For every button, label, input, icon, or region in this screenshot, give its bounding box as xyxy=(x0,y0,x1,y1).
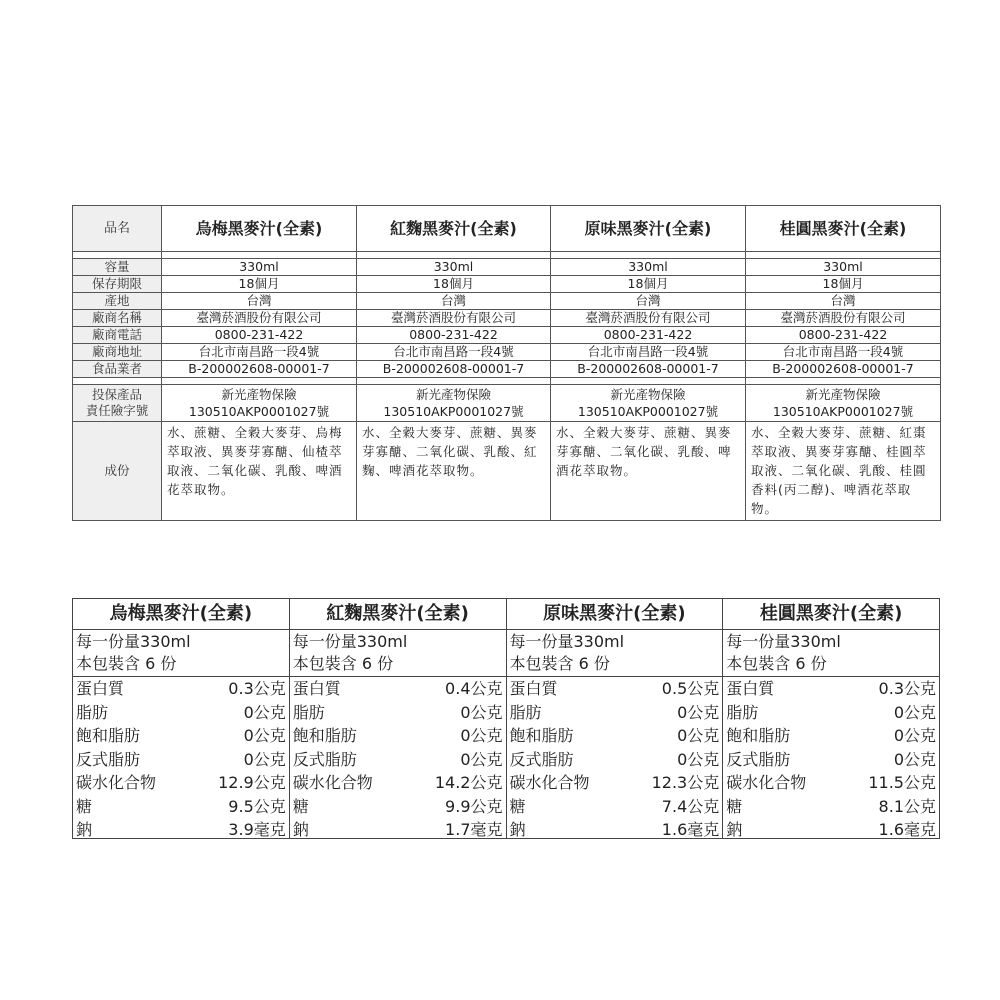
spec-phone: 0800-231-422 xyxy=(357,327,551,344)
nutrient-row xyxy=(726,724,936,748)
nutrient-row xyxy=(510,795,720,819)
spec-shelf-life: 18個月 xyxy=(162,276,357,293)
nutrient-row xyxy=(293,701,503,725)
spec-origin: 台灣 xyxy=(162,293,357,310)
nutrient-value: 0公克 xyxy=(677,749,720,769)
nutrient-value: 0公克 xyxy=(893,749,936,769)
spec-row-origin xyxy=(73,293,941,310)
nutrient-label: 糖 xyxy=(509,796,526,816)
nutrient-value: 9.9公克 xyxy=(445,796,503,816)
spec-product-name: 紅麴黑麥汁(全素) xyxy=(357,206,551,252)
nutrient-label: 飽和脂肪 xyxy=(726,726,791,745)
spec-manufacturer: 臺灣菸酒股份有限公司 xyxy=(357,310,551,327)
spec-row-food-business xyxy=(73,361,941,378)
spec-label-ingredients: 成份 xyxy=(73,422,162,521)
nutrient-value: 1.7毫克 xyxy=(445,820,503,839)
spec-insurance xyxy=(746,385,941,422)
spec-label-food-business: 食品業者 xyxy=(73,361,162,378)
nutrient-row xyxy=(726,677,936,701)
spec-insurer: 新光產物保險 xyxy=(805,387,881,402)
spec-origin: 台灣 xyxy=(746,293,941,310)
nutrient-value: 12.9公克 xyxy=(218,773,286,792)
spec-spacer xyxy=(73,378,941,385)
spec-address: 台北市南昌路一段4號 xyxy=(746,344,941,361)
nutrient-value: 3.9毫克 xyxy=(228,820,286,839)
spec-food-business: B-200002608-00001-7 xyxy=(551,361,746,378)
nutrient-row xyxy=(293,677,503,701)
spec-row-address xyxy=(73,344,941,361)
nutrient-label: 蛋白質 xyxy=(76,679,125,698)
serving-size: 每一份量330ml xyxy=(76,632,191,651)
spec-label-address: 廠商地址 xyxy=(73,344,162,361)
servings-per-package: 本包裝含 6 份 xyxy=(509,654,610,673)
nutrient-value: 1.6毫克 xyxy=(661,820,720,839)
spec-row-product-name xyxy=(73,206,941,252)
spec-origin: 台灣 xyxy=(551,293,746,310)
product-spec-table xyxy=(72,205,941,521)
spec-insurance xyxy=(357,385,551,422)
servings-per-package: 本包裝含 6 份 xyxy=(292,654,394,673)
spec-insurance xyxy=(162,385,357,422)
nutrient-value: 14.2公克 xyxy=(434,773,503,792)
nutrient-row xyxy=(76,818,286,842)
spec-phone: 0800-231-422 xyxy=(551,327,746,344)
nutrient-row xyxy=(726,818,936,842)
nutrient-row xyxy=(76,677,286,701)
spec-row-volume xyxy=(73,259,941,276)
nutrient-label: 脂肪 xyxy=(509,702,542,722)
spec-row-manufacturer xyxy=(73,310,941,327)
nutrient-value: 0公克 xyxy=(243,726,286,745)
spec-ingredients: 水、全穀大麥芽、蔗糖、異麥芽寡醣、二氧化碳、乳酸、紅麴、啤酒花萃取物。 xyxy=(357,422,551,521)
spec-address: 台北市南昌路一段4號 xyxy=(357,344,551,361)
nutrient-value: 0.4公克 xyxy=(445,679,503,698)
spec-row-insurance xyxy=(73,385,941,422)
spec-address: 台北市南昌路一段4號 xyxy=(162,344,357,361)
spec-label-insurance: 投保產品 責任險字號 xyxy=(73,385,162,422)
nutrient-row xyxy=(510,748,720,772)
nutrient-value: 1.6毫克 xyxy=(878,820,936,839)
spec-product-name: 烏梅黑麥汁(全素) xyxy=(162,206,357,252)
nutrient-row xyxy=(510,701,720,725)
nutrient-label: 反式脂肪 xyxy=(292,749,357,769)
spec-product-name: 桂圓黑麥汁(全素) xyxy=(746,206,941,252)
nutrient-label: 飽和脂肪 xyxy=(509,726,574,745)
nutrient-value: 9.5公克 xyxy=(228,796,286,816)
spec-insurer: 新光產物保險 xyxy=(415,387,491,402)
nutrient-value: 0公克 xyxy=(677,726,720,745)
nutrient-value: 0公克 xyxy=(243,702,286,722)
spec-address: 台北市南昌路一段4號 xyxy=(551,344,746,361)
spec-manufacturer: 臺灣菸酒股份有限公司 xyxy=(162,310,357,327)
servings-per-package: 本包裝含 6 份 xyxy=(726,654,827,673)
nutrient-row xyxy=(293,748,503,772)
nutrient-row xyxy=(76,795,286,819)
nutrient-value: 0.3公克 xyxy=(228,679,286,698)
nutrient-list xyxy=(507,677,723,842)
nutrient-value: 0公克 xyxy=(460,702,503,722)
nutrient-value: 0公克 xyxy=(243,749,286,769)
spec-policy-number: 130510AKP0001027號 xyxy=(772,404,914,419)
spec-origin: 台灣 xyxy=(357,293,551,310)
nutrient-label: 蛋白質 xyxy=(292,679,341,698)
nutrient-value: 0公克 xyxy=(460,749,503,769)
spec-label-shelf-life: 保存期限 xyxy=(73,276,162,293)
nutrition-panel xyxy=(722,599,939,838)
nutrition-panel-title: 桂圓黑麥汁(全素) xyxy=(723,599,939,630)
spec-volume: 330ml xyxy=(357,259,551,276)
spec-ingredients: 水、全穀大麥芽、蔗糖、異麥芽寡醣、二氧化碳、乳酸、啤酒花萃取物。 xyxy=(551,422,746,521)
nutrient-row xyxy=(510,818,720,842)
spec-product-name: 原味黑麥汁(全素) xyxy=(551,206,746,252)
spec-food-business: B-200002608-00001-7 xyxy=(746,361,941,378)
spec-manufacturer: 臺灣菸酒股份有限公司 xyxy=(551,310,746,327)
spec-ingredients: 水、蔗糖、全穀大麥芽、烏梅萃取液、異麥芽寡醣、仙楂萃取液、二氧化碳、乳酸、啤酒花萃取物。 xyxy=(162,422,357,521)
spec-shelf-life: 18個月 xyxy=(357,276,551,293)
nutrient-label: 反式脂肪 xyxy=(509,749,574,769)
nutrient-row xyxy=(76,748,286,772)
nutrition-panel xyxy=(506,599,723,838)
nutrient-label: 碳水化合物 xyxy=(726,773,807,792)
nutrient-row xyxy=(76,701,286,725)
spec-volume: 330ml xyxy=(551,259,746,276)
spec-label-manufacturer: 廠商名稱 xyxy=(73,310,162,327)
nutrient-list xyxy=(290,677,506,842)
nutrient-value: 0公克 xyxy=(893,702,936,722)
serving-info xyxy=(290,630,506,677)
nutrient-label: 鈉 xyxy=(726,820,743,839)
serving-info xyxy=(723,630,939,677)
nutrient-label: 糖 xyxy=(292,796,309,816)
nutrient-label: 反式脂肪 xyxy=(76,749,141,769)
nutrient-label: 鈉 xyxy=(76,820,93,839)
spec-label-volume: 容量 xyxy=(73,259,162,276)
nutrition-facts-table xyxy=(72,598,940,839)
nutrient-label: 蛋白質 xyxy=(726,679,775,698)
nutrient-label: 脂肪 xyxy=(726,702,759,722)
nutrient-label: 糖 xyxy=(76,796,93,816)
nutrient-row xyxy=(76,771,286,795)
nutrient-row xyxy=(293,795,503,819)
spec-label-phone: 廠商電話 xyxy=(73,327,162,344)
nutrition-panel-title: 紅麴黑麥汁(全素) xyxy=(290,599,506,630)
spec-insurer: 新光產物保險 xyxy=(221,387,297,402)
spec-insurer: 新光產物保險 xyxy=(610,387,686,402)
spec-phone: 0800-231-422 xyxy=(162,327,357,344)
nutrient-label: 鈉 xyxy=(292,820,309,839)
nutrient-value: 11.5公克 xyxy=(868,773,936,792)
spec-policy-number: 130510AKP0001027號 xyxy=(383,404,524,419)
nutrient-list xyxy=(723,677,939,842)
spec-volume: 330ml xyxy=(746,259,941,276)
serving-size: 每一份量330ml xyxy=(509,632,625,651)
nutrient-label: 反式脂肪 xyxy=(726,749,791,769)
nutrient-label: 碳水化合物 xyxy=(292,773,373,792)
serving-size: 每一份量330ml xyxy=(292,632,408,651)
spec-label-origin: 產地 xyxy=(73,293,162,310)
spec-manufacturer: 臺灣菸酒股份有限公司 xyxy=(746,310,941,327)
nutrient-row xyxy=(510,724,720,748)
spec-label-product-name: 品名 xyxy=(73,206,162,252)
nutrient-list xyxy=(73,677,289,842)
nutrition-panel-title: 原味黑麥汁(全素) xyxy=(507,599,723,630)
nutrient-label: 蛋白質 xyxy=(509,679,558,698)
spec-row-phone xyxy=(73,327,941,344)
serving-info xyxy=(73,630,289,677)
spec-food-business: B-200002608-00001-7 xyxy=(357,361,551,378)
nutrient-value: 0.3公克 xyxy=(878,679,936,698)
spec-spacer xyxy=(73,252,941,259)
spec-volume: 330ml xyxy=(162,259,357,276)
nutrient-label: 飽和脂肪 xyxy=(292,726,357,745)
nutrient-row xyxy=(293,771,503,795)
nutrient-label: 脂肪 xyxy=(292,702,325,722)
nutrient-value: 0公克 xyxy=(893,726,936,745)
serving-info xyxy=(507,630,723,677)
spec-row-shelf-life xyxy=(73,276,941,293)
nutrition-panel xyxy=(73,599,289,838)
nutrient-label: 鈉 xyxy=(509,820,526,839)
spec-insurance xyxy=(551,385,746,422)
nutrient-label: 碳水化合物 xyxy=(509,773,590,792)
nutrient-value: 0公克 xyxy=(460,726,503,745)
nutrient-row xyxy=(726,771,936,795)
nutrient-value: 7.4公克 xyxy=(661,796,720,816)
nutrient-label: 飽和脂肪 xyxy=(76,726,141,745)
nutrient-value: 8.1公克 xyxy=(878,796,936,816)
nutrient-value: 0公克 xyxy=(677,702,720,722)
spec-row-ingredients xyxy=(73,422,941,521)
spec-shelf-life: 18個月 xyxy=(746,276,941,293)
nutrient-row xyxy=(510,677,720,701)
spec-shelf-life: 18個月 xyxy=(551,276,746,293)
nutrient-row xyxy=(76,724,286,748)
nutrient-row xyxy=(293,724,503,748)
spec-ingredients: 水、全穀大麥芽、蔗糖、紅棗萃取液、異麥芽寡醣、桂圓萃取液、二氧化碳、乳酸、桂圓香料(丙二醇)、啤酒花萃取物。 xyxy=(746,422,941,521)
spec-policy-number: 130510AKP0001027號 xyxy=(188,404,330,419)
nutrient-row xyxy=(726,795,936,819)
nutrient-value: 0.5公克 xyxy=(661,679,720,698)
nutrient-value: 12.3公克 xyxy=(651,773,720,792)
servings-per-package: 本包裝含 6 份 xyxy=(76,654,177,673)
spec-food-business: B-200002608-00001-7 xyxy=(162,361,357,378)
serving-size: 每一份量330ml xyxy=(726,632,841,651)
nutrient-label: 碳水化合物 xyxy=(76,773,157,792)
spec-policy-number: 130510AKP0001027號 xyxy=(577,404,719,419)
nutrient-row xyxy=(726,748,936,772)
nutrient-row xyxy=(726,701,936,725)
nutrient-label: 糖 xyxy=(726,796,743,816)
nutrition-panel-title: 烏梅黑麥汁(全素) xyxy=(73,599,289,630)
spec-phone: 0800-231-422 xyxy=(746,327,941,344)
nutrition-panel xyxy=(289,599,506,838)
nutrient-label: 脂肪 xyxy=(76,702,109,722)
nutrient-row xyxy=(510,771,720,795)
nutrient-row xyxy=(293,818,503,842)
